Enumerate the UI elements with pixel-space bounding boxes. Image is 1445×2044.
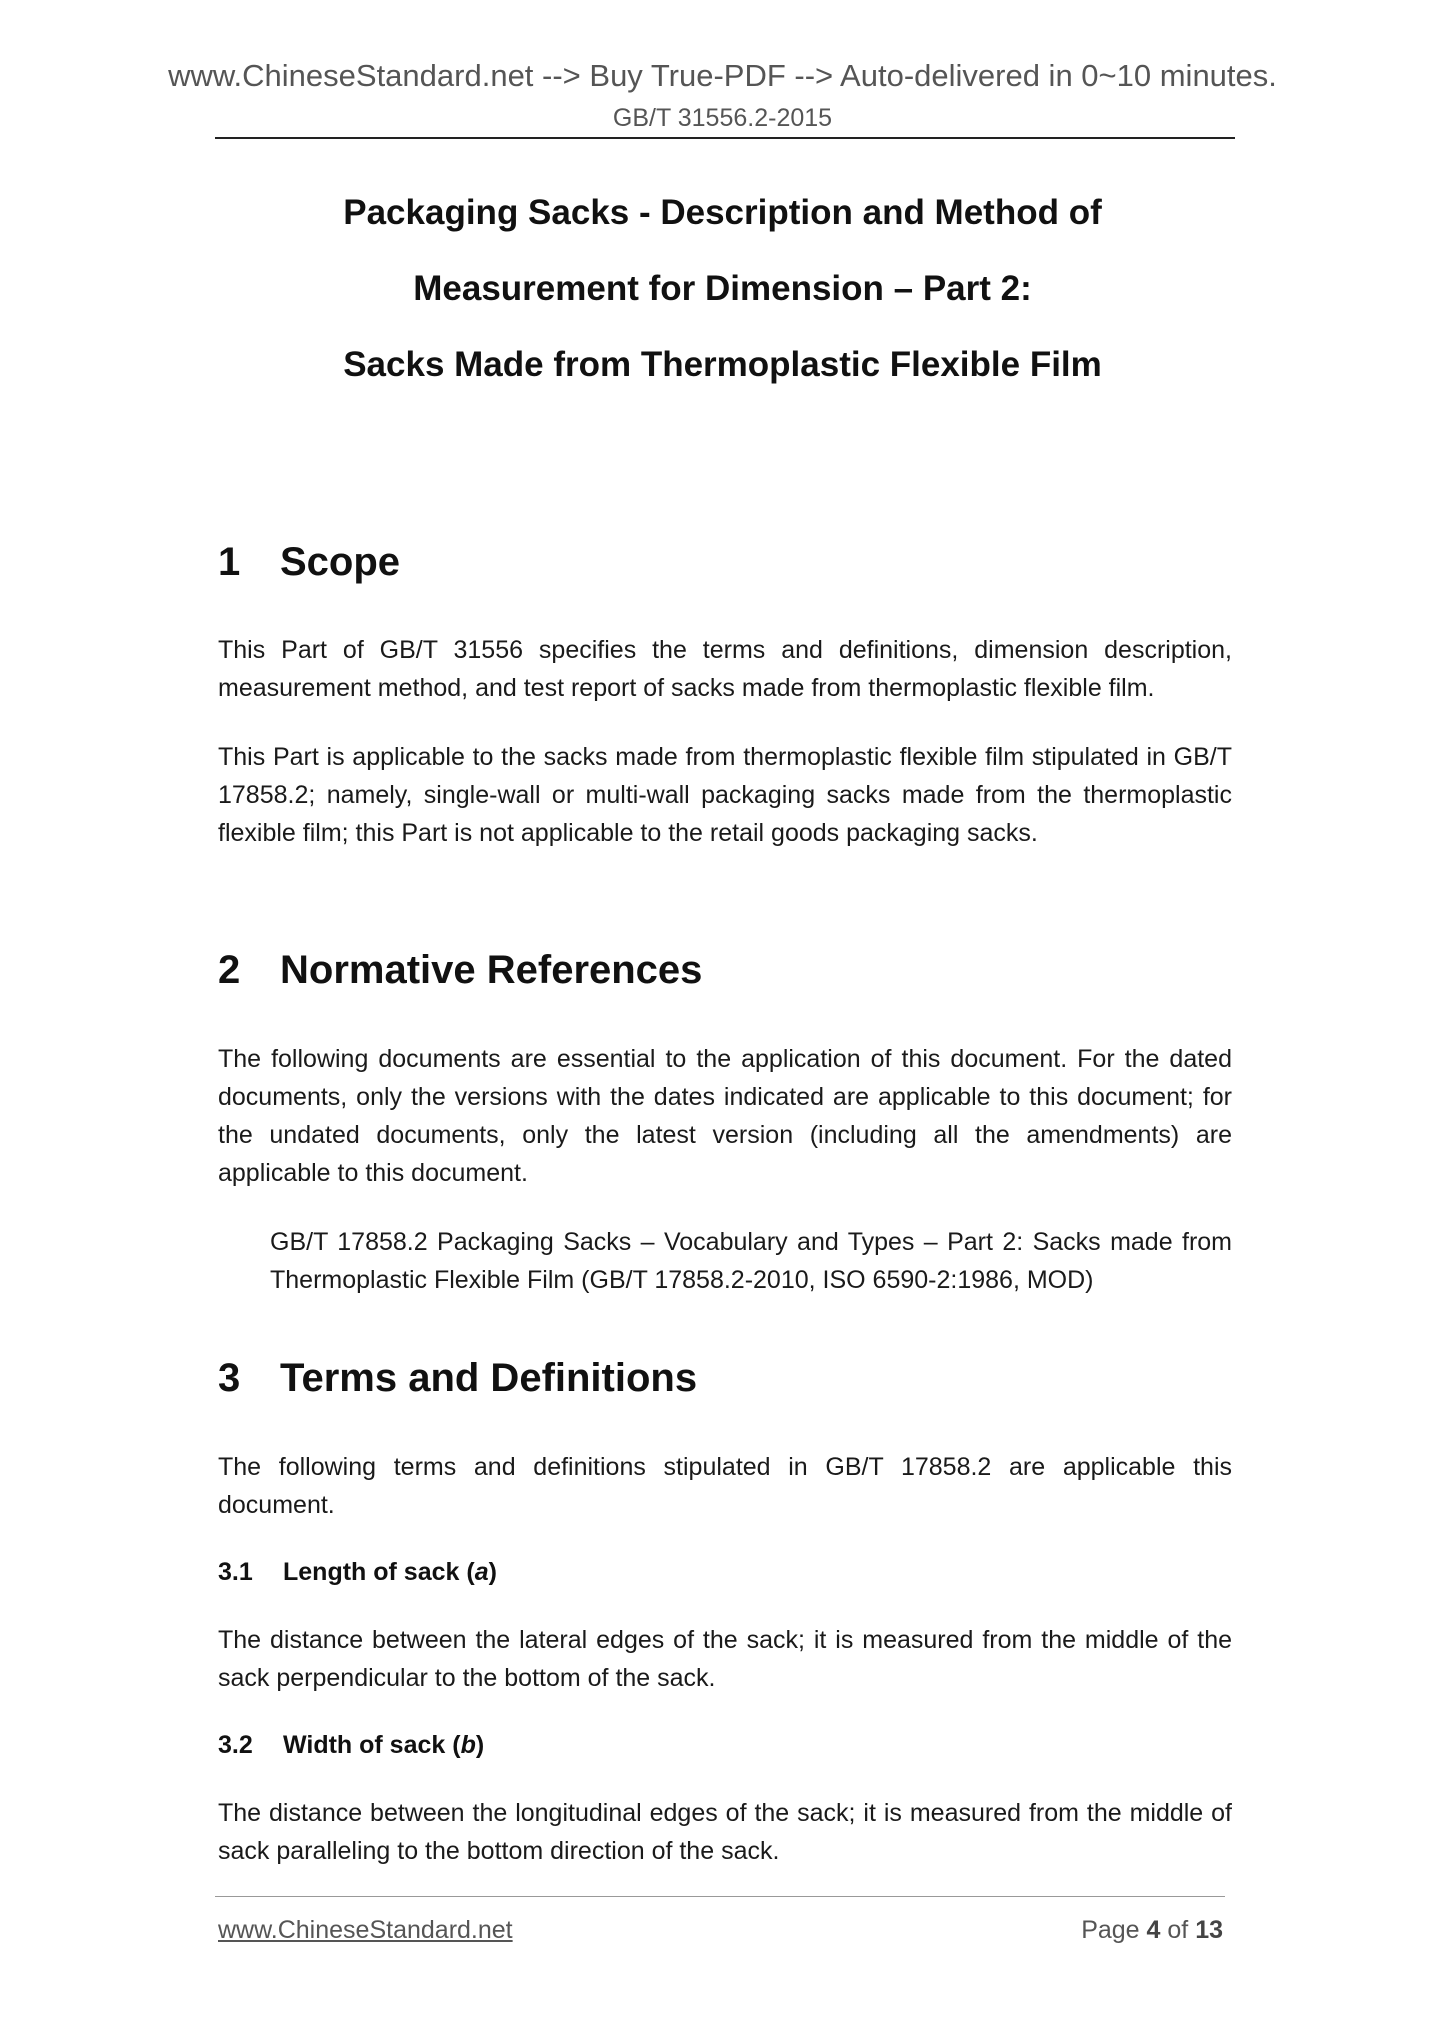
normative-paragraph: The following documents are essential to the application of this document. For the dated documents, only the versions with the dates indicated are applicable to this document; for the undated documents, only the latest version (including all the amendments) are applicable to this document.	[218, 1045, 1232, 1187]
term-heading-width-of-sack	[218, 1731, 484, 1760]
term-heading-length-of-sack	[218, 1558, 497, 1587]
term-title-close: )	[475, 1731, 485, 1759]
section-heading-terms-and-definitions	[218, 1356, 697, 1401]
page-prefix: Page	[1081, 1916, 1147, 1944]
standard-code: GB/T 31556.2-2015	[612, 104, 833, 132]
header-divider	[215, 137, 1235, 139]
page-of: of	[1160, 1916, 1196, 1944]
section-number: 1	[218, 540, 241, 584]
page-total: 13	[1195, 1916, 1223, 1944]
term-title: Length of sack (	[283, 1558, 475, 1586]
terms-paragraph: The following terms and definitions stipulated in GB/T 17858.2 are applicable this document.	[218, 1453, 1232, 1519]
header-banner: www.ChineseStandard.net --> Buy True-PDF --> Auto-delivered in 0~10 minutes.	[168, 58, 1277, 93]
normative-reference-item: GB/T 17858.2 Packaging Sacks – Vocabulary and Types – Part 2: Sacks made from Thermoplastic Flexible Film (GB/T 17858.2-2010, ISO 6590-2:1986, MOD)	[270, 1228, 1232, 1294]
document-title-line-1: Packaging Sacks - Description and Method of	[343, 193, 1102, 232]
section-number: 3	[218, 1356, 241, 1400]
term-title-close: )	[488, 1558, 497, 1586]
term-title: Width of sack (	[283, 1731, 461, 1759]
scope-paragraph-2: This Part is applicable to the sacks made from thermoplastic flexible film stipulated in GB/T 17858.2; namely, single-wall or multi-wall packaging sacks made from the thermoplastic flexible film; this Part is not applicable to the retail goods packaging sacks.	[218, 743, 1232, 847]
document-title-line-3: Sacks Made from Thermoplastic Flexible Film	[343, 345, 1102, 384]
scope-paragraph-1: This Part of GB/T 31556 specifies the terms and definitions, dimension description, measurement method, and test report of sacks made from thermoplastic flexible film.	[218, 636, 1232, 702]
section-heading-normative-references	[218, 948, 702, 993]
section-title: Scope	[280, 540, 401, 584]
section-heading-scope	[218, 540, 400, 585]
term-number: 3.1	[218, 1558, 253, 1586]
term-definition-width-of-sack: The distance between the longitudinal edges of the sack; it is measured from the middle of sack paralleling to the bottom direction of the sack.	[218, 1799, 1232, 1865]
footer-site-link[interactable]: www.ChineseStandard.net	[218, 1916, 513, 1944]
page-number	[1081, 1916, 1223, 1945]
term-number: 3.2	[218, 1731, 253, 1759]
section-title: Terms and Definitions	[280, 1356, 698, 1400]
term-definition-length-of-sack: The distance between the lateral edges of the sack; it is measured from the middle of the sack perpendicular to the bottom of the sack.	[218, 1626, 1232, 1692]
term-variable: a	[474, 1558, 489, 1586]
page-current: 4	[1146, 1916, 1161, 1944]
section-number: 2	[218, 948, 241, 992]
term-variable: b	[460, 1731, 476, 1759]
document-title-line-2: Measurement for Dimension – Part 2:	[413, 269, 1032, 308]
footer-divider	[215, 1896, 1225, 1897]
section-title: Normative References	[280, 948, 703, 992]
